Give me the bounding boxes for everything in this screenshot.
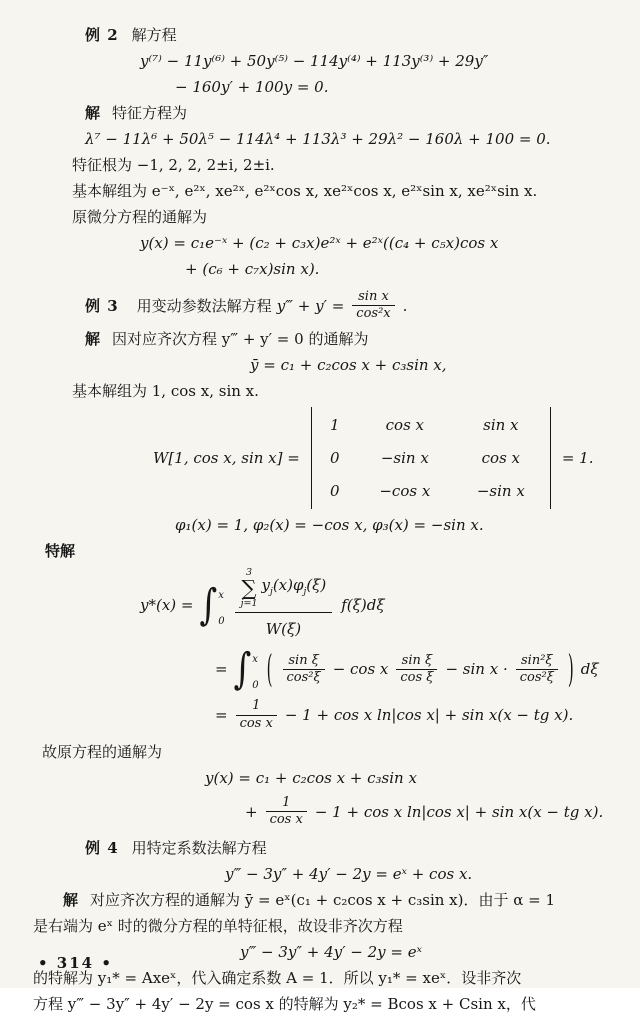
general-solution-line2	[245, 795, 616, 829]
example-3-label: 例 3	[85, 296, 119, 315]
fraction: $\frac{\text{sin ξ}}{\text{cos ξ}}$	[396, 653, 437, 687]
ex2-general-intro: 原微分方程的通解为	[72, 208, 208, 226]
equals-sign: =	[215, 706, 228, 725]
example-3-heading	[85, 289, 616, 323]
det-cell: −sin x	[380, 448, 429, 467]
differential: dξ	[580, 660, 599, 679]
sigma-sign: 3 ∑ j=1	[240, 566, 258, 609]
ex4-solution-line1	[63, 887, 616, 913]
ex4-equation2: y‴ − 3y″ + 4y′ − 2y = eˣ	[240, 943, 422, 962]
ex4-solution-line2: 是右端为 eˣ 时的微分方程的单特征根，故设非齐次方程	[33, 917, 403, 936]
ex3-equation-period: .	[402, 296, 408, 315]
example-4-label: 例 4	[85, 839, 119, 858]
plus-sign: +	[245, 802, 258, 821]
ex4-solution-line3: 的特解为 y₁* = Axeˣ，代入确定系数 A = 1．所以 y₁* = xeˣ．设非齐次	[33, 969, 522, 988]
ex4-equation: y‴ − 3y″ + 4y′ − 2y = eˣ + cos x.	[225, 865, 473, 884]
example-4-title: 用特定系数法解方程	[131, 839, 267, 858]
integral-sign: ∫ x 0	[199, 584, 224, 626]
det-cell: 1	[330, 415, 340, 434]
integral-lower-limit: 0	[252, 680, 259, 692]
ex4-solve-label: 解	[63, 891, 79, 910]
det-cell: sin x	[483, 415, 519, 434]
ex3-homogeneous-solution: ȳ = c₁ + c₂cos x + c₃sin x,	[250, 355, 447, 374]
integral-upper-limit: x	[252, 654, 258, 666]
ex3-equation-lhs: y‴ + y′ =	[276, 296, 345, 315]
ex2-roots-line: 特征根为 −1, 2, 2, 2±i, 2±i.	[72, 156, 275, 174]
ex3-rhs-fraction	[352, 289, 394, 323]
ex2-solution-intro	[85, 100, 616, 126]
det-cell: −sin x	[476, 481, 525, 500]
sum-body: $y_j(x)\varphi_j(\xi)$	[261, 575, 327, 597]
ex4-solve-text1: 对应齐次方程的通解为 ȳ = eˣ(c₁ + c₂cos x + c₃sin x)．由于 α = 1	[90, 891, 556, 910]
ex2-solve-text: 特征方程为	[112, 104, 188, 122]
ex2-solve-label: 解	[85, 104, 101, 122]
term: − sin x ·	[445, 660, 508, 679]
equals-sign: =	[215, 660, 228, 679]
page-number: • 314 •	[38, 954, 113, 972]
fraction-denominator: W(ξ)	[235, 612, 333, 642]
ex2-general-line2: + (c₆ + c₇x)sin x).	[185, 260, 320, 278]
wronskian-lhs: W[1, cos x, sin x] =	[153, 448, 300, 467]
fraction: $\frac{1}{\text{cos x}}$	[236, 698, 277, 732]
fraction: $\frac{1}{\text{cos x}}$	[266, 795, 307, 829]
expression-tail: − 1 + cos x ln|cos x| + sin x(x − tg x).	[314, 802, 604, 821]
ex2-equation-line2: − 160y′ + 100y = 0.	[175, 78, 329, 96]
example-2-heading	[85, 22, 616, 48]
ystar-lhs: y*(x) =	[140, 595, 194, 614]
sum-fraction	[235, 568, 333, 643]
ystar-equation-line3	[215, 698, 616, 732]
example-2-label: 例 2	[85, 26, 119, 44]
ex3-solution-intro	[85, 326, 616, 352]
term: − cos x	[332, 660, 389, 679]
integral-upper-limit: x	[218, 589, 224, 601]
sum-lower-limit: j=1	[240, 597, 258, 609]
ex3-rhs-denominator: cos²x	[352, 305, 394, 322]
fraction: $\frac{\text{sin ξ}}{\text{cos²ξ}}$	[283, 653, 325, 687]
det-cell: cos x	[385, 415, 424, 434]
sum-upper-limit: 3	[246, 566, 253, 578]
example-2-title: 解方程	[131, 26, 177, 44]
ex3-solve-text: 因对应齐次方程 y‴ + y′ = 0 的通解为	[112, 329, 369, 348]
wronskian-equation	[153, 407, 616, 509]
general-solution-intro: 故原方程的通解为	[42, 742, 163, 761]
det-cell: −cos x	[379, 481, 431, 500]
det-cell: cos x	[481, 448, 520, 467]
det-cell: 0	[330, 448, 340, 467]
integral-lower-limit: 0	[218, 615, 225, 627]
example-3-title: 用变动参数法解方程	[136, 296, 272, 315]
wronskian-determinant	[311, 407, 551, 509]
phi-definitions: φ₁(x) = 1, φ₂(x) = −cos x, φ₃(x) = −sin x.	[175, 515, 484, 534]
ex2-equation-line1: y⁽⁷⁾ − 11y⁽⁶⁾ + 50y⁽⁵⁾ − 114y⁽⁴⁾ + 113y⁽³⁾ + 29y″	[140, 52, 489, 70]
integral-sign: ∫ x 0	[234, 648, 259, 690]
expression-tail: − 1 + cos x ln|cos x| + sin x(x − tg x).	[284, 706, 574, 725]
ystar-tail: f(ξ)dξ	[341, 595, 385, 614]
left-paren: (	[266, 646, 273, 692]
ex2-general-line1: y(x) = c₁e⁻ˣ + (c₂ + c₃x)e²ˣ + e²ˣ((c₄ + c₅x)cos x	[140, 234, 499, 252]
example-4-heading	[85, 835, 616, 861]
general-solution-line1: y(x) = c₁ + c₂cos x + c₃sin x	[205, 768, 417, 787]
right-paren: )	[567, 646, 574, 692]
wronskian-rhs: = 1.	[561, 448, 594, 467]
ex3-rhs-numerator: sin x	[358, 289, 389, 304]
ex2-basis-line: 基本解组为 e⁻ˣ, e²ˣ, xe²ˣ, e²ˣcos x, xe²ˣcos x, e²ˣsin x, xe²ˣsin x.	[72, 182, 538, 200]
ex4-solution-line4: 方程 y‴ − 3y″ + 4y′ − 2y = cos x 的特解为 y₂* = Bcos x + Csin x，代	[33, 995, 536, 1014]
ex3-solve-label: 解	[85, 329, 101, 348]
ystar-equation-line1	[140, 568, 616, 643]
fraction: $\frac{\text{sin²ξ}}{\text{cos²ξ}}$	[516, 653, 558, 687]
ystar-equation-line2	[215, 644, 616, 695]
particular-solution-label: 特解	[45, 541, 76, 560]
det-cell: 0	[330, 481, 340, 500]
ex3-basis-line: 基本解组为 1, cos x, sin x.	[72, 381, 259, 400]
ex2-characteristic-equation: λ⁷ − 11λ⁶ + 50λ⁵ − 114λ⁴ + 113λ³ + 29λ² − 160λ + 100 = 0.	[85, 130, 551, 148]
